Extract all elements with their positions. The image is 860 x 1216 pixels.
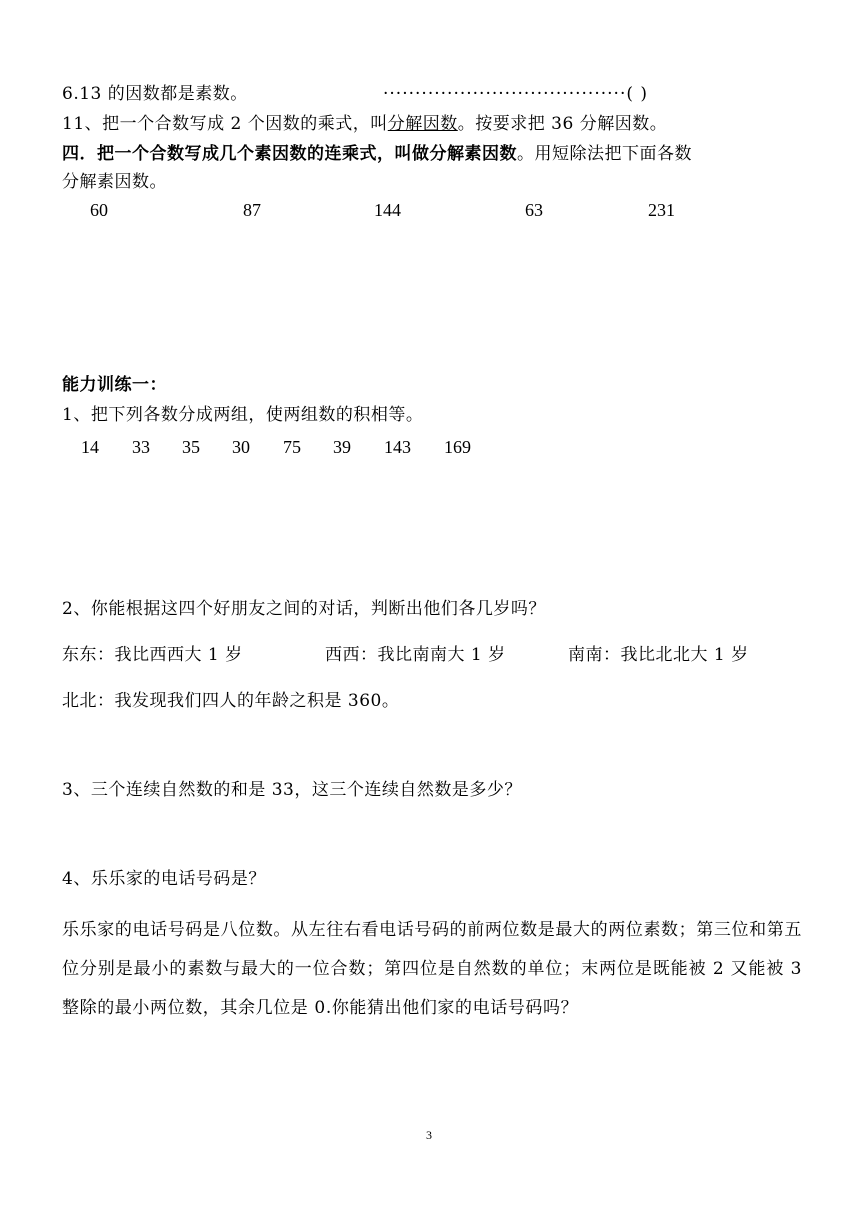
page-number: 3: [426, 1128, 432, 1142]
dot-leader: [383, 82, 648, 106]
statement-11-before: 11、把一个合数写成 2 个因数的乘式，叫: [62, 114, 388, 134]
term-factorization: 分解因数: [387, 114, 458, 134]
factor-number: 231: [648, 200, 675, 220]
q1-number: 143: [384, 437, 411, 457]
question-4: 4、乐乐家的电话号码是？: [62, 869, 266, 889]
statement-11-after: 。按要求把 36 分解因数。: [457, 114, 668, 134]
statement-11: [62, 112, 667, 136]
q1-number: 33: [132, 437, 150, 457]
dialogue-beibei: 北北：我发现我们四人的年龄之积是 360。: [62, 691, 400, 711]
section-four-definition: 四．把一个合数写成几个素因数的连乘式，叫做分解素因数: [62, 144, 517, 164]
factor-number: 144: [374, 200, 401, 220]
q1-number: 35: [182, 437, 200, 457]
answer-paren: ( ): [626, 84, 649, 104]
question-1: 1、把下列各数分成两组，使两组数的积相等。: [62, 405, 424, 425]
question-4-paragraph: 乐乐家的电话号码是八位数。从左往右看电话号码的前两位数是最大的两位素数；第三位和第五位分别是最小的素数与最大的一位合数；第四位是自然数的单位；末两位是既能被 2 又能被 3 整除的最小两位数，其余几位是 0.你能猜出他们家的电话号码吗？: [62, 920, 802, 1018]
dialogue-nannan: 南南：我比北北大 1 岁: [568, 645, 749, 665]
q1-number: 14: [81, 437, 99, 457]
factor-number: 60: [90, 200, 108, 220]
factor-number: 63: [525, 200, 543, 220]
dialogue-xixi: 西西：我比南南大 1 岁: [325, 645, 506, 665]
q1-number: 30: [232, 437, 250, 457]
question-3: 3、三个连续自然数的和是 33，这三个连续自然数是多少？: [62, 780, 522, 800]
section-four-cont: 分解素因数。: [62, 172, 167, 192]
section-title: 能力训练一：: [62, 375, 167, 395]
dialogue-dongdong: 东东：我比西西大 1 岁: [62, 645, 243, 665]
statement-6: 6.13 的因数都是素数。: [62, 84, 248, 104]
factor-number: 87: [243, 200, 261, 220]
q1-number: 75: [283, 437, 301, 457]
section-four-instruction: 。用短除法把下面各数: [517, 144, 692, 164]
q1-number: 169: [444, 437, 471, 457]
dot-leader-dots: ······································: [383, 84, 627, 104]
section-four-line: [62, 142, 692, 166]
q1-number: 39: [333, 437, 351, 457]
question-2: 2、你能根据这四个好朋友之间的对话，判断出他们各几岁吗？: [62, 599, 546, 619]
